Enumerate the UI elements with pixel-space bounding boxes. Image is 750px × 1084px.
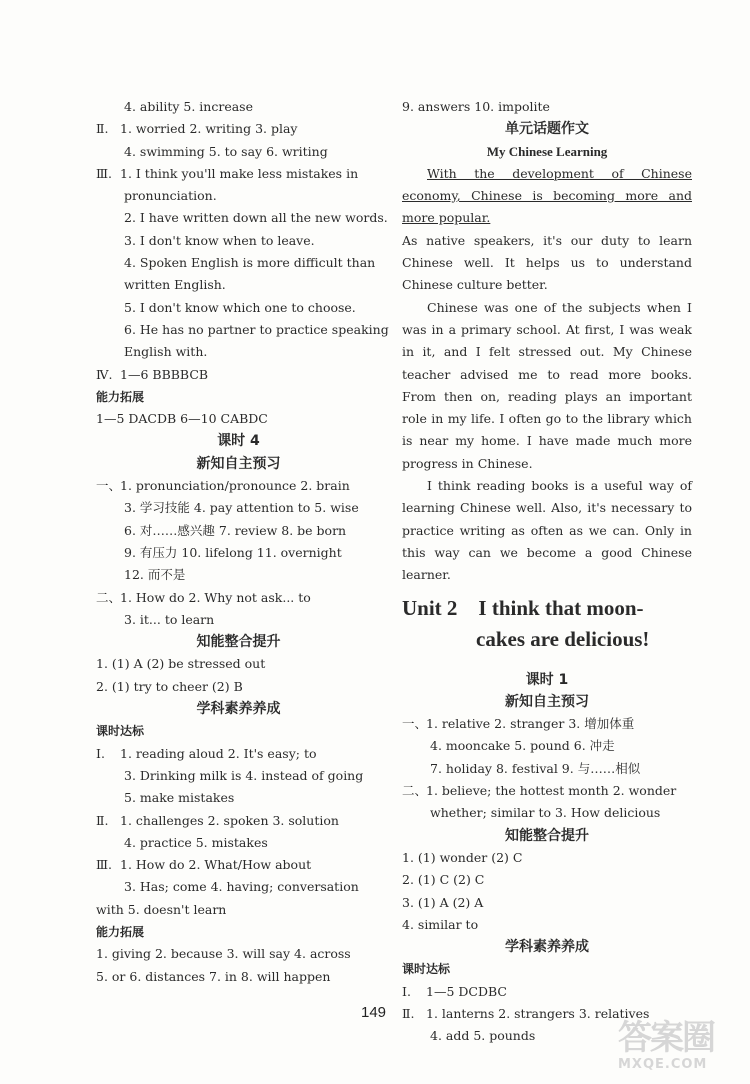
section-label: Ⅰ. xyxy=(96,745,105,761)
right_bottom-line xyxy=(402,758,692,780)
answer-text: 新知自主预习 xyxy=(505,693,589,710)
section-label: 二、 xyxy=(402,783,428,799)
section-label: Ⅱ. xyxy=(96,121,109,137)
answer-text: 1. I think you'll make less mistakes in xyxy=(120,165,359,181)
answer-text: 1. worried 2. writing 3. play xyxy=(120,121,298,137)
left-line xyxy=(96,810,381,832)
answer-text: 3. 学习技能 4. pay attention to 5. wise xyxy=(124,500,359,516)
left-line xyxy=(96,966,381,988)
right-column xyxy=(402,96,692,1048)
essay-underlined-sentence: With the development of Chinese economy, Chinese is becoming more and more popular. xyxy=(402,165,692,226)
answer-text: English with. xyxy=(124,344,208,360)
watermark-logo-text: 答案圈 xyxy=(618,1018,714,1058)
answer-text: 3. (1) A (2) A xyxy=(402,894,484,910)
left-line xyxy=(96,386,381,408)
essay-paragraph-1-rest: As native speakers, it's our duty to learn Chinese well. It helps us to understand Chinese culture better. xyxy=(402,232,692,293)
section-label: 一、 xyxy=(402,716,428,732)
left-line xyxy=(96,497,381,519)
right_bottom-line xyxy=(402,892,692,914)
answer-text: 6. He has no partner to practice speaking xyxy=(124,321,389,337)
left-line xyxy=(96,319,389,341)
answer-text: 3. I don't know when to leave. xyxy=(124,232,315,248)
right_bottom-line xyxy=(402,713,692,735)
answer-text: 2. (1) try to cheer (2) B xyxy=(96,678,243,694)
left-line xyxy=(96,274,381,296)
answer-text: 知能整合提升 xyxy=(505,827,589,844)
answer-text: 9. 有压力 10. lifelong 11. overnight xyxy=(124,544,342,560)
answer-text: 2. (1) C (2) C xyxy=(402,872,485,888)
page-number: 149 xyxy=(361,1004,387,1021)
watermark-url: MXQE.COM xyxy=(618,1057,708,1072)
answer-text: 1. (1) A (2) be stressed out xyxy=(96,656,266,672)
answer-text: 5. or 6. distances 7. in 8. will happen xyxy=(96,968,331,984)
right_bottom-line xyxy=(402,735,692,757)
left-line xyxy=(96,542,381,564)
left-line xyxy=(96,364,381,386)
answer-text: 1. pronunciation/pronounce 2. brain xyxy=(120,478,350,494)
left-line xyxy=(96,118,381,140)
right_bottom-line xyxy=(402,691,692,713)
right_bottom-line xyxy=(402,869,692,891)
left-line xyxy=(96,163,381,185)
left-line xyxy=(96,252,381,274)
answer-text: 1. challenges 2. spoken 3. solution xyxy=(120,812,339,828)
answer-text: 9. answers 10. impolite xyxy=(402,99,550,114)
answer-text: My Chinese Learning xyxy=(486,143,608,159)
left-line xyxy=(96,743,381,765)
unit-title-line-1: Unit 2 I think that moon- xyxy=(402,595,644,620)
watermark-logo xyxy=(618,1018,736,1076)
answer-text: whether; similar to 3. How delicious xyxy=(430,805,661,821)
unit-title-line-2: cakes are delicious! xyxy=(476,626,650,651)
answer-text: 4. mooncake 5. pound 6. 冲走 xyxy=(430,738,615,754)
answer-text: 12. 而不是 xyxy=(124,567,186,583)
left-line xyxy=(96,787,381,809)
left-column xyxy=(96,96,389,988)
answer-text: 1. giving 2. because 3. will say 4. across xyxy=(96,946,351,962)
answer-text: 7. holiday 8. festival 9. 与……相似 xyxy=(430,760,641,776)
section-label: Ⅳ. xyxy=(96,366,113,382)
left-line xyxy=(96,631,381,653)
answer-text: 4. ability 5. increase xyxy=(124,99,253,114)
left-line xyxy=(96,720,381,742)
answer-text: 课时 1 xyxy=(525,671,569,688)
left-line xyxy=(96,765,381,787)
answer-text: 5. make mistakes xyxy=(124,790,235,806)
section-label: Ⅰ. xyxy=(402,983,411,999)
essay-paragraph-2: Chinese was one of the subjects when I was in a primary school. At first, I was weak in it, and I felt stressed out. My Chinese teacher advised me to read more books. From then on, reading plays an important role in my life. I often go to the library which is near my home. I have made much more progress in Chinese. xyxy=(402,299,692,471)
answer-text: 知能整合提升 xyxy=(196,634,281,651)
right_bottom-line xyxy=(402,780,692,802)
answer-text: 学科素养养成 xyxy=(196,701,281,718)
left-line xyxy=(96,96,381,118)
answer-text: with 5. doesn't learn xyxy=(96,901,227,917)
answer-text: 4. swimming 5. to say 6. writing xyxy=(124,143,328,159)
left-line xyxy=(96,341,381,363)
answer-text: 3. Has; come 4. having; conversation xyxy=(124,879,359,895)
right_bottom-line xyxy=(402,825,692,847)
right_top-line xyxy=(402,141,692,163)
left-line xyxy=(96,230,381,252)
section-label: Ⅱ. xyxy=(96,812,109,828)
answer-text: 课时达标 xyxy=(402,962,451,977)
answer-text: 单元话题作文 xyxy=(505,121,589,138)
section-label: 二、 xyxy=(96,589,122,605)
right_bottom-line xyxy=(402,847,692,869)
right_bottom-line xyxy=(402,936,692,958)
right_top-line xyxy=(402,96,692,118)
answer-text: 4. add 5. pounds xyxy=(430,1028,536,1044)
left-line xyxy=(96,943,381,965)
answer-text: 4. practice 5. mistakes xyxy=(124,834,268,850)
right_bottom-line xyxy=(402,669,692,691)
answer-text: written English. xyxy=(124,277,226,293)
answer-text: 课时达标 xyxy=(96,724,145,739)
left-line xyxy=(96,921,381,943)
left-line xyxy=(96,520,381,542)
answer-text: 1—5 DACDB 6—10 CABDC xyxy=(96,411,268,427)
answer-text: 1. (1) wonder (2) C xyxy=(402,849,523,865)
left-line xyxy=(96,653,381,675)
left-line xyxy=(96,876,381,898)
left-line xyxy=(96,408,381,430)
answer-text: 6. 对……感兴趣 7. review 8. be born xyxy=(124,522,347,538)
left-line xyxy=(96,899,381,921)
answer-text: 1. lanterns 2. strangers 3. relatives xyxy=(426,1005,650,1021)
right_bottom-line xyxy=(402,958,692,980)
right_bottom-line xyxy=(402,802,692,824)
answer-text: 课时 4 xyxy=(217,433,260,450)
answer-text: pronunciation. xyxy=(124,188,217,204)
answer-text: 3. it... to learn xyxy=(124,611,215,627)
left-line xyxy=(96,207,388,229)
answer-text: 1. How do 2. What/How about xyxy=(120,857,312,873)
right_bottom-line xyxy=(402,914,692,936)
answer-text: 1—6 BBBBCB xyxy=(120,366,209,382)
left-line xyxy=(96,698,381,720)
section-label: Ⅲ. xyxy=(96,165,113,181)
right_bottom-line xyxy=(402,981,692,1003)
right_top-line xyxy=(402,118,692,140)
left-line xyxy=(96,676,381,698)
left-line xyxy=(96,475,381,497)
answer-text: 1. How do 2. Why not ask... to xyxy=(120,589,311,605)
left-line xyxy=(96,854,381,876)
answer-text: 2. I have written down all the new words. xyxy=(124,210,388,226)
unit-title xyxy=(402,593,692,655)
answer-text: 1. believe; the hottest month 2. wonder xyxy=(426,783,677,799)
answer-text: 4. similar to xyxy=(402,916,479,932)
answer-text: 3. Drinking milk is 4. instead of going xyxy=(124,767,364,783)
answer-text: 能力拓展 xyxy=(96,389,145,404)
left-line xyxy=(96,832,381,854)
answer-text: 4. Spoken English is more difficult than xyxy=(124,255,376,271)
answer-text: 1—5 DCDBC xyxy=(426,983,507,999)
left-line xyxy=(96,430,381,452)
left-line xyxy=(96,185,381,207)
section-label: Ⅱ. xyxy=(402,1005,415,1021)
left-line xyxy=(96,297,381,319)
left-line xyxy=(96,453,381,475)
left-line xyxy=(96,587,381,609)
essay-paragraph-1 xyxy=(402,163,692,297)
left-line xyxy=(96,564,381,586)
left-line xyxy=(96,609,381,631)
section-label: 一、 xyxy=(96,478,122,494)
answer-text: 学科素养养成 xyxy=(505,939,589,956)
answer-text: 新知自主预习 xyxy=(196,455,281,472)
left-line xyxy=(96,141,381,163)
answer-text: 1. relative 2. stranger 3. 增加体重 xyxy=(426,716,635,732)
answer-text: 能力拓展 xyxy=(96,924,145,939)
section-label: Ⅲ. xyxy=(96,857,113,873)
answer-text: 1. reading aloud 2. It's easy; to xyxy=(120,745,317,761)
answer-text: 5. I don't know which one to choose. xyxy=(124,299,356,315)
essay-paragraph-3: I think reading books is a useful way of learning Chinese well. Also, it's necessary to practice writing as often as we can. Only in this way can we become a good Chinese learner. xyxy=(402,478,692,583)
